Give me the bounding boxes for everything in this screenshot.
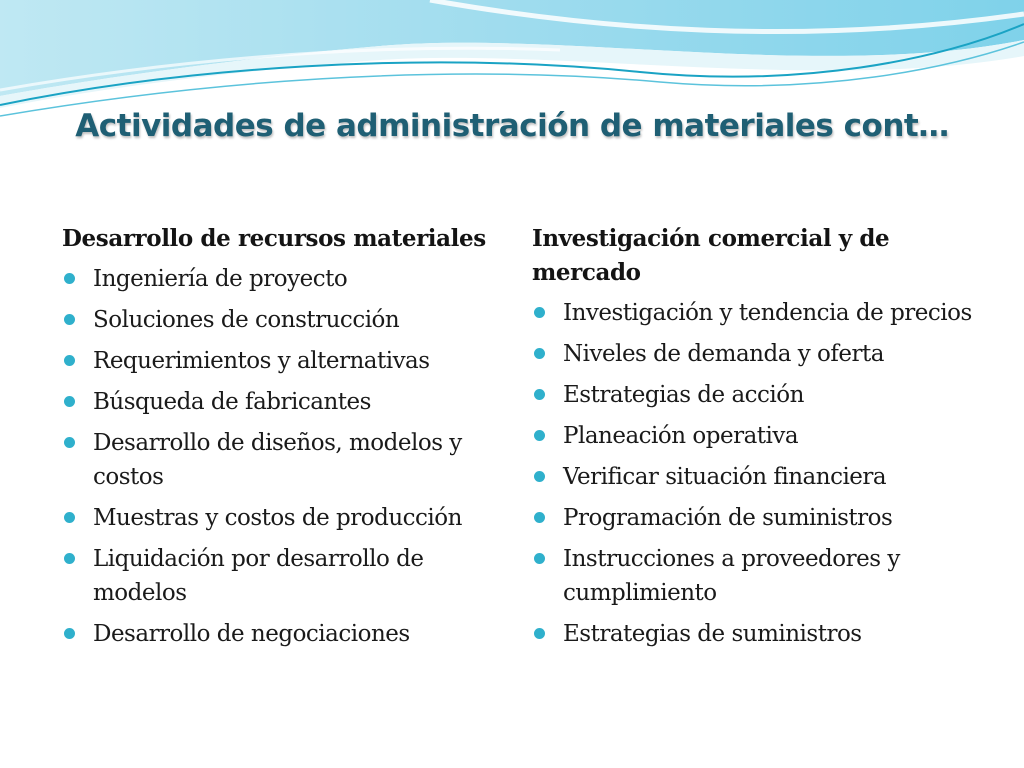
bullet-dot-icon xyxy=(64,355,75,366)
bullet-dot-icon xyxy=(64,396,75,407)
bullet-dot-icon xyxy=(534,512,545,523)
list-item xyxy=(62,385,507,419)
list-item xyxy=(62,542,507,610)
list-item-text: Programación de suministros xyxy=(563,505,893,531)
list-item xyxy=(532,419,972,453)
right-column-heading: Investigación comercial y de mercado xyxy=(532,225,890,286)
bullet-dot-icon xyxy=(534,348,545,359)
list-item xyxy=(532,378,972,412)
list-item-text: Desarrollo de diseños, modelos y costos xyxy=(93,430,462,490)
bullet-dot-icon xyxy=(534,471,545,482)
list-item xyxy=(532,501,972,535)
list-item xyxy=(62,262,507,296)
bullet-dot-icon xyxy=(64,437,75,448)
bullet-dot-icon xyxy=(64,628,75,639)
list-item-text: Liquidación por desarrollo de modelos xyxy=(93,546,424,606)
slide-title: Actividades de administración de materiales cont… xyxy=(75,108,949,144)
list-item xyxy=(532,460,972,494)
list-item-text: Investigación y tendencia de precios xyxy=(563,300,972,326)
bullet-dot-icon xyxy=(64,512,75,523)
left-bullet-list xyxy=(62,262,507,651)
bullet-dot-icon xyxy=(534,430,545,441)
list-item-text: Niveles de demanda y oferta xyxy=(563,341,884,367)
list-item-text: Estrategias de acción xyxy=(563,382,804,408)
right-bullet-list xyxy=(532,296,972,651)
list-item-text: Ingeniería de proyecto xyxy=(93,266,348,292)
bullet-dot-icon xyxy=(534,389,545,400)
list-item-text: Muestras y costos de producción xyxy=(93,505,462,531)
list-item xyxy=(532,542,972,610)
list-item xyxy=(62,344,507,378)
left-column-heading: Desarrollo de recursos materiales xyxy=(62,225,486,252)
list-item xyxy=(62,426,507,494)
list-item xyxy=(532,337,972,371)
list-item xyxy=(532,296,972,330)
list-item-text: Planeación operativa xyxy=(563,423,799,449)
bullet-dot-icon xyxy=(534,628,545,639)
bullet-dot-icon xyxy=(64,273,75,284)
list-item xyxy=(62,617,507,651)
list-item-text: Estrategias de suministros xyxy=(563,621,862,647)
list-item xyxy=(62,501,507,535)
list-item xyxy=(532,617,972,651)
list-item-text: Verificar situación financiera xyxy=(563,464,887,490)
bullet-dot-icon xyxy=(64,553,75,564)
list-item-text: Instrucciones a proveedores y cumplimiento xyxy=(563,546,900,606)
bullet-dot-icon xyxy=(534,307,545,318)
bullet-dot-icon xyxy=(534,553,545,564)
list-item-text: Requerimientos y alternativas xyxy=(93,348,430,374)
list-item-text: Soluciones de construcción xyxy=(93,307,400,333)
list-item-text: Búsqueda de fabricantes xyxy=(93,389,371,415)
bullet-dot-icon xyxy=(64,314,75,325)
left-column xyxy=(62,222,507,658)
right-column xyxy=(532,222,972,658)
list-item-text: Desarrollo de negociaciones xyxy=(93,621,410,647)
list-item xyxy=(62,303,507,337)
